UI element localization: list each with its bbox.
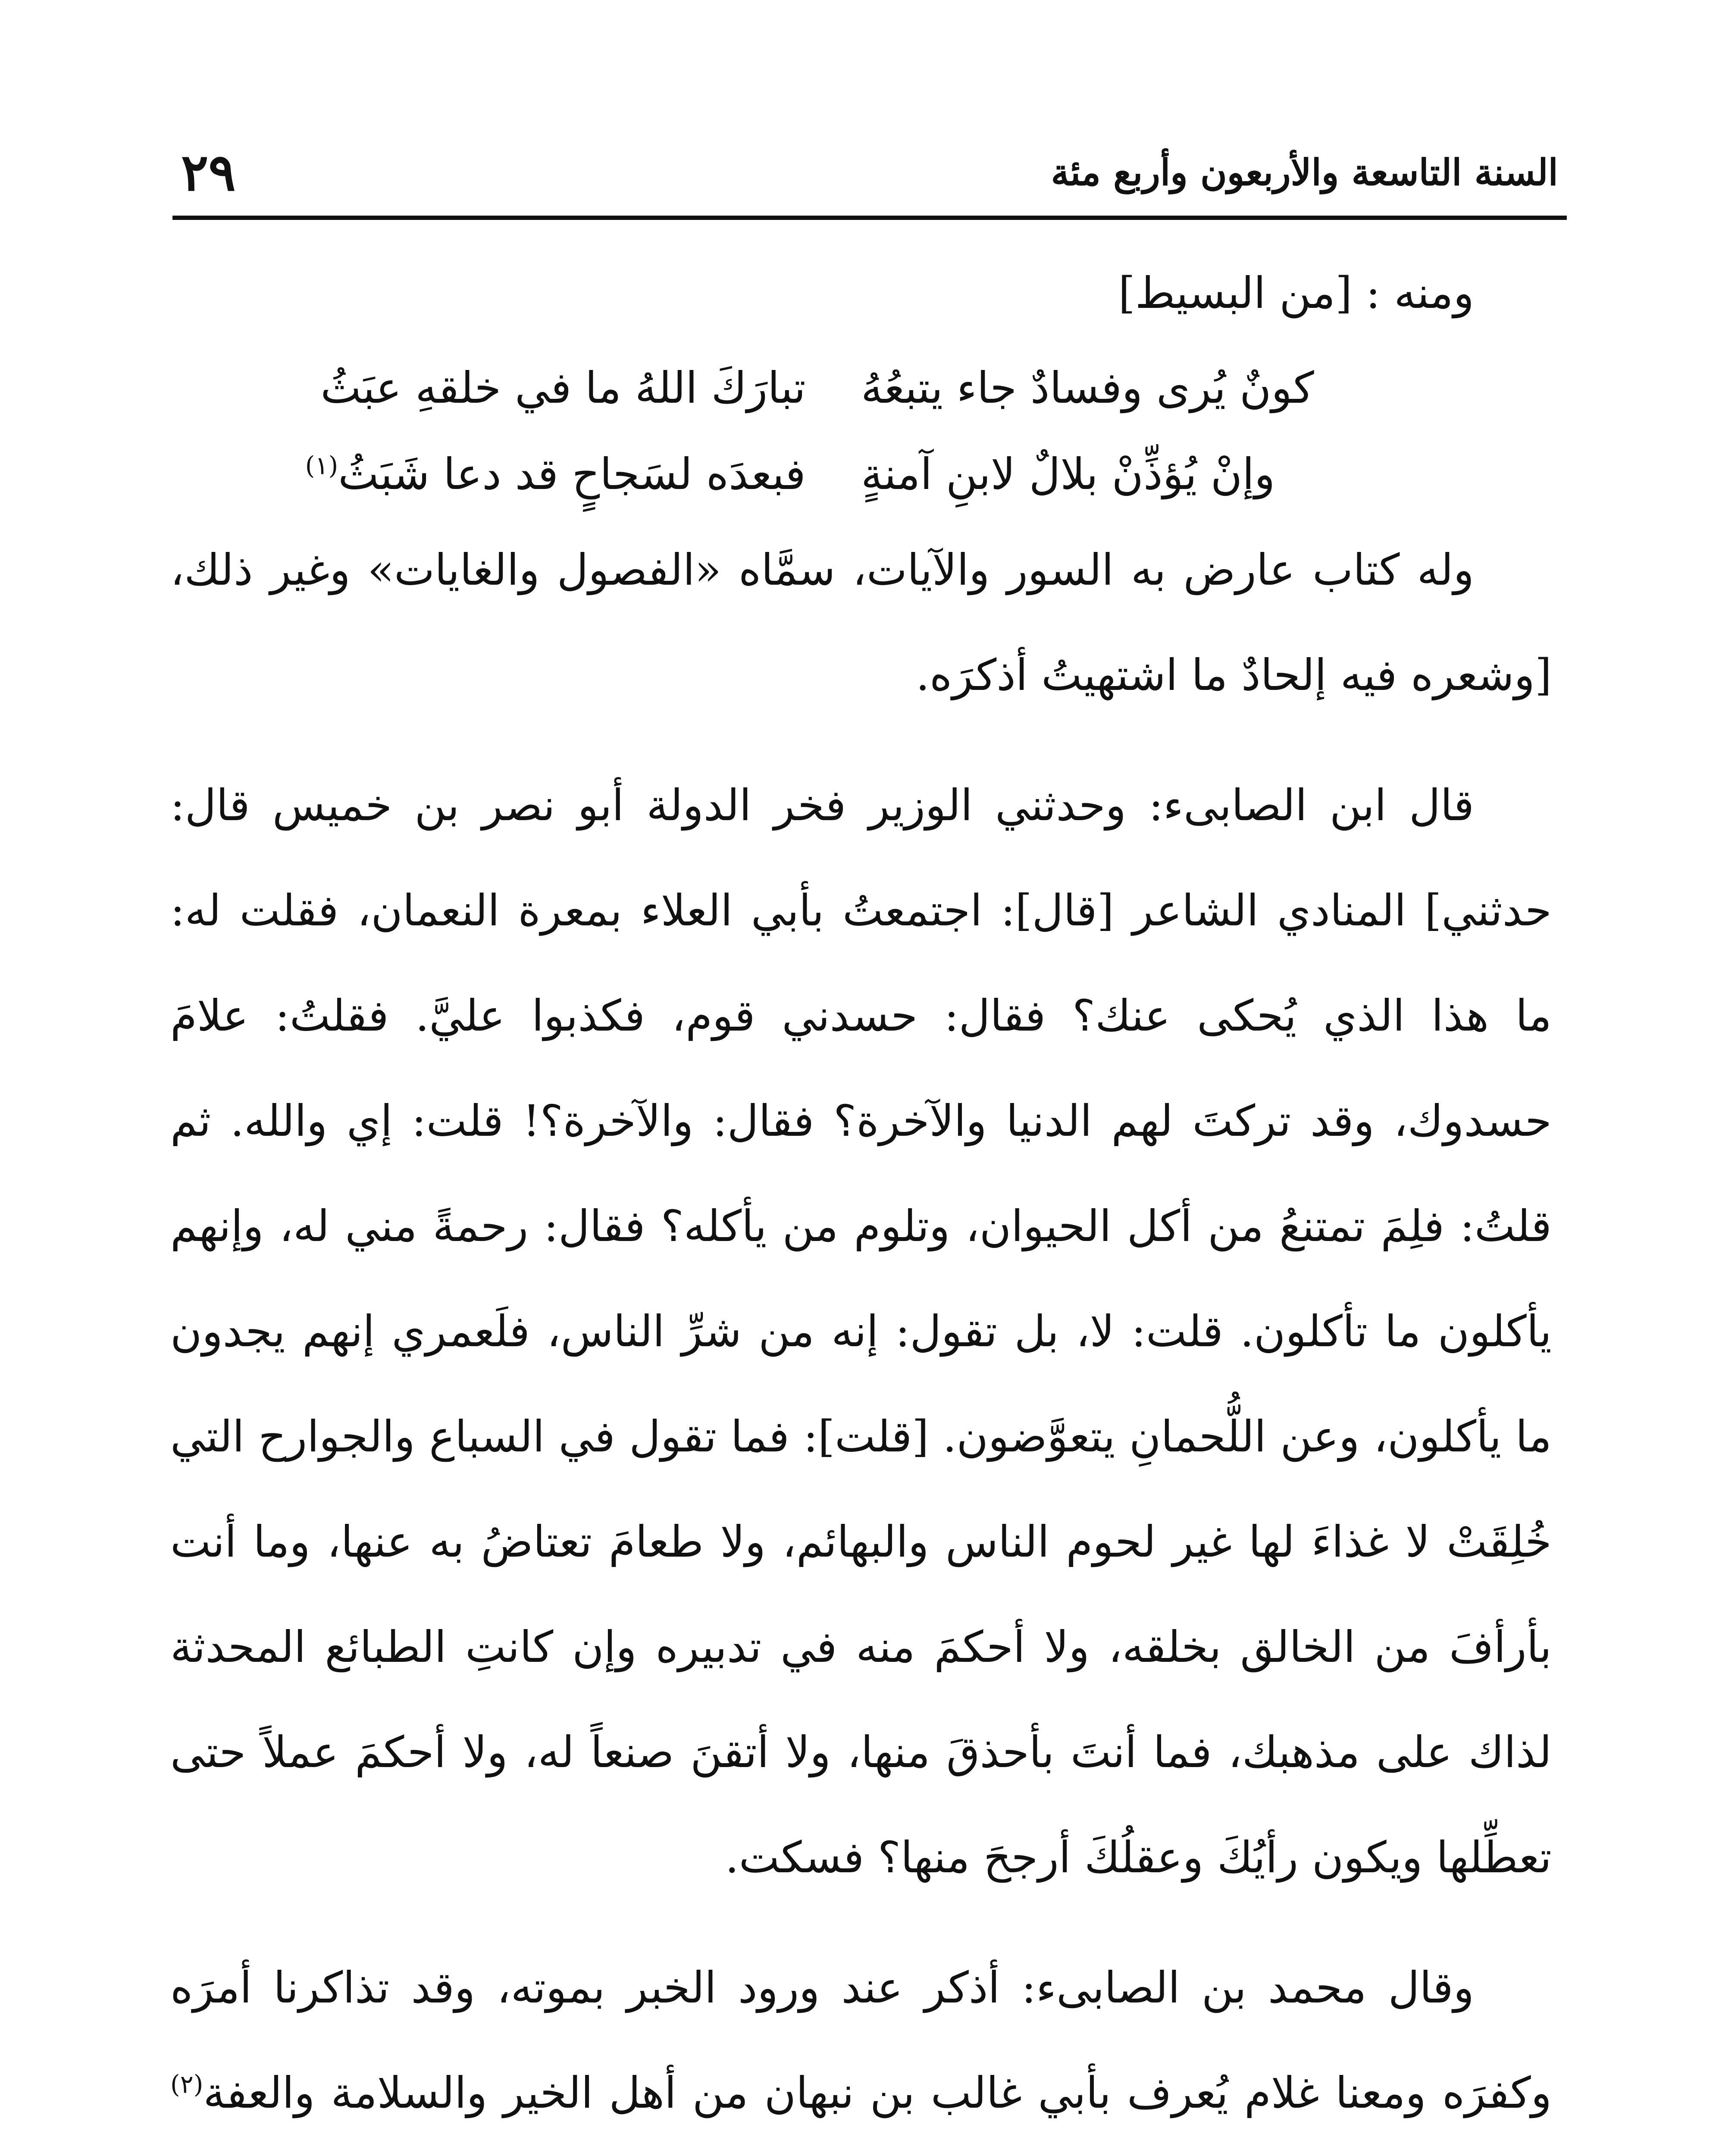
footnote-marker: (١) (305, 451, 338, 480)
paragraph: قال ابن الصابىء: وحدثني الوزير فخر الدولة أبو نصر بن خميس قال: حدثني] المنادي الشاعر [قال]: اجتمعتُ بأبي العلاء بمعرة النعمان، فقلت له: ما هذا الذي يُحكى عنك؟ فقال: حسدني قوم، فكذبوا عليَّ. فقلتُ: علامَ حسدوك، وقد تركتَ لهم الدنيا والآخرة؟ فقال: والآخرة؟! قلت: إي والله. ثم قلتُ: فلِمَ تمتنعُ من أكل الحيوان، وتلوم من يأكله؟ فقال: رحمةً مني له، وإنهم يأكلون ما تأكلون. قلت: لا، بل تقول: إنه من شرِّ الناس، فلَعمري إنهم يجدون ما يأكلون، وعن اللُّحمانِ يتعوَّضون. [قلت]: فما تقول في السباع والجوارح التي خُلِقَتْ لا غذاءَ لها غير لحوم الناس والبهائم، ولا طعامَ تعتاضُ به عنها، وما أنت بأرأفَ من الخالق بخلقه، ولا أحكمَ منه في تدبيره وإن كانتِ الطبائع المحدثة لذاك على مذهبك، فما أنتَ بأحذقَ منها، ولا أتقنَ صنعاً له، ولا أحكمَ عملاً حتى تعطِّلها ويكون رأيُكَ وعقلُكَ أرجحَ منها؟ فسكت. (170, 780, 1552, 1883)
page-number: ٢٩ (181, 142, 236, 202)
verse-hemistich-first: تبارَكَ اللهُ ما في خلقهِ عبَثُ (320, 363, 806, 413)
paragraph (170, 1935, 1552, 2156)
verse-hemistich-first (170, 431, 806, 517)
verse-line (170, 431, 1552, 517)
page-body (170, 241, 1552, 2156)
paragraph: وله كتاب عارض به السور والآيات، سمَّاه «الفصول والغايات» وغير ذلك، [وشعره فيه إلحادٌ ما اشتهيتُ أذكرَه. (170, 545, 1552, 700)
header-rule (172, 216, 1567, 220)
paragraph-text: وقال محمد بن الصابىء: أذكر عند ورود الخبر بموته، وقد تذاكرنا أمرَه وكفرَه ومعنا غلام يُعرف بأبي غالب بن نبهان من أهل الخير والسلامة والعفة (170, 1962, 1552, 2118)
verse-hemistich-text: فبعدَه لسَجاحٍ قد دعا شَبَثُ (338, 449, 806, 499)
poem-intro: ومنه : [من البسيط] (1118, 268, 1474, 318)
footnote-marker: (٢) (170, 2069, 204, 2099)
verse-hemistich-second: وإنْ يُؤذِّنْ بلالٌ لابنِ آمنةٍ (861, 449, 1275, 499)
verse-line (170, 345, 1552, 431)
verse-hemistich-second: كونٌ يُرى وفسادٌ جاء يتبعُهُ (861, 363, 1314, 413)
running-title: السنة التاسعة والأربعون وأربع مئة (1051, 151, 1558, 194)
page-header (181, 142, 1558, 211)
